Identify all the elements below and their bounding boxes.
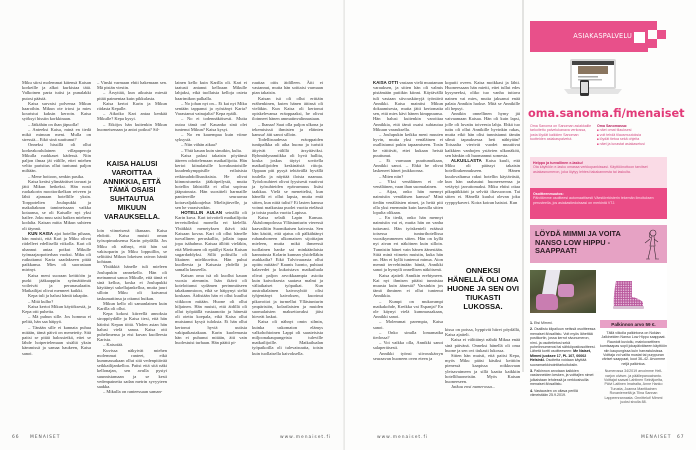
find-mimmi-banner	[530, 225, 667, 263]
paragraph-text: – Jätkähän on ihan jäpuolla!	[28, 121, 79, 127]
paragraph-text: vastaan vielä muutaman varauksen, ja sitten hän oli valmis pistämään putiikin kiinni. Käytävällä tuli vastaan siivouskärryjä työntävä Annikki. Kaisa mainitsi Mikun dokaamisesta, mutta jätti kertomatta sen, että mies kävi hänen kimppuunsa. Hän halusi kuitenkin varoittaa Annikkia, että tämä osaisi suhtautua Mikuun varauksella.	[373, 80, 443, 132]
article-paragraph	[252, 215, 323, 319]
mimmi-figure-icon	[640, 228, 662, 262]
feature-item: ■ löydät tietoa sekä ohjeita	[597, 137, 667, 141]
paragraph-text: Mikun kello oli samanlainen kuin Karilla oli ollut.	[97, 300, 167, 312]
paragraph-text: Kaisa ei välittänyt nähdä Mikua enää sinä päivänä. Onneksi hänellä oli oma huone ja sen ovi tiukasti lukossa.	[445, 337, 520, 353]
paragraph-text: – Anteeksi Kaisa, minä en tiedä mikä minuun meni. Mulla on stressiä... Etkö sinä suuttunut?	[22, 126, 91, 143]
paragraph-text: Kaisan oma isä oli kuollut kauan vuosia aiemmin. Isän ikävä oli koteloitunut sydämen perimmäiseen takakammioon, eikä se häipynyt sieltä koskaan. Äidistään hän ei ollut kuullut viikkoon mitään. Huone oli ollut hiljainen. Hän muisti, että äidillä oli ollut työpäällä vastaanotto ja hänestä oli otettu koepala, eikä Kaisa ollut muistanut kysyä tuloksia. Ei hän ollut kertonut hyviä uutisia vakipaikastakaan. Karin kuolemasta hän ei puhunut mitään, äiti vain huolestuisi turhaan. Hän päätti pi-	[175, 272, 247, 346]
prize-description: Tällä viikolla palkintona on Nokian Jalkineiden Nanso Low Hippu saappaat. Raunioit kuviollu, mainiovarttinen kumisaapas sopii jokapäiväiseen käyttöön niin kaupungissa kuin harrastuksissa. Voittaja voi valita mustat tai purppuran väriset saappaat, koot 36–42. Arvomme neljä palkintoa.	[600, 331, 667, 366]
page-number: 66	[12, 435, 20, 440]
rule-number: 1.	[530, 321, 533, 325]
article-paragraph	[97, 311, 167, 342]
feature-item: ■ näet ja lunastat asiakasetusi	[597, 142, 667, 146]
article-paragraph	[373, 351, 443, 361]
article-paragraph	[97, 101, 167, 111]
features-title: Oma Sanomassa:	[597, 124, 628, 128]
paragraph-text: Kepa kokosi kiireellä annoksia siroppöydälle ja Kaisa tiesi, että hän häiritsi Kepan töitä. Yhden asian hän halusi vielä sanoa. Kaisa otti puhelimensa ja etsi kuvan kuolleesta Karista.	[97, 311, 167, 343]
contest-address: Me Naiset, Mimmi juoksee 17, PL 107, 00002 Helsinki.	[530, 349, 591, 363]
rule-item	[530, 389, 596, 398]
rule-item	[530, 321, 596, 325]
boots-photo	[530, 270, 596, 313]
paragraph-text: Annikki työnsi siivouskärryn seuraavan huoneen oven eteen ja	[373, 350, 443, 361]
article-paragraph	[373, 319, 443, 329]
paragraph-text: – Vinski varmaan ehtii hakemaan sen. Mä pistän viestin.	[97, 80, 167, 91]
checker-square-icon	[648, 39, 657, 48]
article-paragraph	[97, 80, 167, 90]
article-paragraph	[175, 116, 247, 132]
article-paragraph	[22, 101, 91, 122]
paragraph-text: Annikin onnellinen hymy jäi vaivaamaan Kaisaa. Hän oli kuin lapsi, jolle oli luvattu toiveesta lahja. Ehkä tuo tuttu oli ollut Annikille hyvinkin rakas, mutta eikö hän olisi tunnistanut tämän silmä tapauksessa heti nähtyään? Toisaalta vierivät vuodet muuttivat kaikkien vanhojen ystävien ulkonäköä, sen hänkin oli huomannut somesta.	[445, 111, 520, 158]
article-column-2-bottom	[97, 228, 167, 395]
article-paragraph	[445, 80, 520, 111]
article-paragraph	[373, 273, 443, 299]
article-paragraph	[97, 348, 167, 390]
paragraph-text: – Ihanaa! Saat olla paljon ulkona ja tekemisissä ihmisten ja eläinten kanssa! äiti sanoi silloin.	[252, 121, 323, 138]
paragraph-text: Todellisuudessa eräoppaiden tuntipalkka oli aika huono ja turistit äityivät välillä ärsyttäviksi. Ryhmädynamiikka oli hyvä hallita, koska joskus täytyi sovitella matkailijoiden keskinäisiä riitoja. Oppaan piti pysyä tehtävällä hyvällä tuulella ja näyttää iloista naamaa. Työolosuhteet olivat fyysisesti vaativat ja työsuhteiden epävarmuus lisäsi taakkaa. Vielä se menettelisi, kun hänellä ei ollut lapsia, mutta entä sitten, kun niitä tulisi? Ei lasten kanssa voinut matkustaa puolet vuotta etelässä ja toista puolta vuotta Lapissa.	[252, 137, 323, 216]
article-paragraph	[175, 101, 247, 117]
paragraph-text: Kaisa selaili Lapin Kansaa. Äkäslompolossa Yllästunturin vieressä kaavailtiin Suomikaisen kaivosta. Sen hän käsitti, että ajatus oli pälkähtänyt ruhanahoneen ulkomaisen sijoittajan mieleen, mutta mikä ihmeessä tuollainen hanke sai minkäänlaista kannatusta Kolarin kunnan ylsidelläkin asukkailta? Eikö Talvivaarasta ollut opittu mitään? Kaunis luonto, puhtaat kalavedet ja kukoistava matkailuala olivat paljon arvokkaampia asioita kuin kaivoksesta saatava malmi ja väliaikaiset työpaikat. Kun australialainen kaivosyhtiö olisi tyhjentänyt kaivoksen, kuorinut pikavoitot ja turmellut Yllästunturin ympäristön, kolarilaisten ja muiden suomalaisten maksettavaksi jäisi hirveät laskut.	[252, 215, 323, 320]
paragraph-text: Kaisa meni suoraan keittiöön ja purki jääkaappiin syömättömät voileivät ja perunasalaatin. Matkailijat olivat menneet kaikki.	[22, 272, 91, 294]
paragraph-text: – Ei varmaan puuttunutkaan, Annikki sanoi. – Ehkä he olivat laskeneet hänet joukkoonsa.	[373, 158, 443, 174]
article-paragraph	[445, 353, 520, 384]
prize-section	[530, 263, 667, 405]
article-paragraph	[22, 127, 91, 143]
paragraph-text: – Mä puhun sille. Jos homma ei pelitä, hän saa häipyä.	[22, 314, 91, 325]
article-paragraph	[22, 179, 91, 231]
paragraph-text: – No ei todennäköisesti. Mutta outoa tämä on! Kauanko sinä olet tuntenut Mikun? Kaisa kysyi.	[175, 116, 247, 132]
article-paragraph	[22, 231, 91, 273]
article-paragraph	[22, 80, 91, 101]
paragraph-text: – Joulupukin keikka meni muuten hyvin, mutta yksi venäläinen ei osallistunut pukin tapaamiseen. Tosin he väittivät, ettei kukaan heistä puuttunut.	[373, 132, 443, 158]
address-change-title: Osoitteenmuutos:	[533, 192, 564, 196]
website-url: www.menaiset.fi	[280, 435, 332, 440]
paragraph-text: – Mikulla on ranteessaan saman-	[103, 389, 163, 395]
paragraph-text: kissa on poissa, hyppivät hiiret pöydällä, Kaisa ajatteli.	[445, 327, 520, 338]
article-column-1	[22, 80, 91, 356]
e-invoice-text: Ota käyttöön e-lasku omassa verkkopankissasi. Käyttöönottoon tarvitset asiakasnumeron, joka löytyy lehtesi takakannesta tai laskulta.	[533, 165, 648, 174]
address-change-box	[530, 188, 667, 219]
dot-row-decoration: ■■■■■■	[626, 49, 643, 53]
page-number: 67	[677, 435, 685, 440]
website-url: www.menaiset.fi	[377, 435, 429, 440]
oma-sanoma-link[interactable]: oma.sanoma.fi/menaiset	[528, 107, 685, 120]
rule-text: Vastausten on oltava perillä viimeistään 25.9.2019.	[530, 388, 578, 398]
article-paragraph	[252, 122, 323, 138]
previous-winners: Numerossa 34/2019 arvoimme Hell-varjon olviser- ja päällepanoairanto. Voittajat saavat Lahtinen Seinäjoelta, Päivi Laitinen Imatralta, Anne Hanko Turusta, Joanna Mantikainen Rovaniemeltä ja Tiina Sannan Lappeenrannasta. Onnittelut! Mimmi juoksi sivulla 88.	[604, 369, 663, 405]
paragraph-text: ajoi hotellin pihaan, hän muisti, että Kari ja Miku olivat riidelleet edellisellä viikolla. Kari oli uhannut antaa potkut Mikulle työmaajaopotterhan vuoksi. Miku oli ruikuttanut Karia saadakseen pitää paikkansa. Mies oli suorastaan mirinyt.	[22, 230, 91, 273]
article-paragraph	[445, 327, 520, 337]
customer-service-banner	[530, 21, 648, 52]
paragraph-text: ruuttaa oitis äidilleen. Äiti ei vastannut, mutta hän soittaisi varmaan pian takaisin.	[252, 80, 323, 96]
e-invoice-title: Helppo ja turvallinen e-lasku!	[533, 161, 583, 165]
article-paragraph	[252, 137, 323, 215]
article-paragraph	[373, 179, 443, 189]
article-paragraph	[252, 319, 323, 355]
article-paragraph	[252, 96, 323, 122]
rule-text: Osallistu kilpailuun netissä osoitteessa menaiset.fi/osallistu. Voit myös lähettää postikortin, jossa kerrot sivunumeron, nimi- ja osoitetietosi sekä puhelinnumerosi tai sähköpostiosoitteesi. Lähetä kortti osoitteeseen:	[530, 327, 596, 354]
article-paragraph	[22, 273, 91, 294]
article-paragraph	[97, 301, 167, 311]
pull-quote: ONNEKSI HÄNELLÄ OLI OMA HUONE JA SEN OVI TIUKASTI LUKOSSA.	[447, 266, 519, 311]
article-paragraph	[22, 314, 91, 324]
laptop-phone-illustration	[562, 58, 624, 98]
oma-sanoma-intro: Oma Sanoma on Sanoman asiakkaille tarkoitettu palvelukanava verkossa, josta löydät kaikkien Sanoman tuotteiden asiakaspalvelut.	[530, 124, 592, 142]
paragraph-text: Kaisa ajatteli Annikin erehtyneen. Kai nyt ihmisen pitäisi tunnistaa muusta kuin äänestä? Varsinkin jos tämä ihminen ei ollut tuntenut Annikkia.	[373, 272, 443, 299]
paragraph-text: – Miten niin?	[379, 173, 404, 179]
article-paragraph	[373, 132, 443, 158]
article-paragraph	[373, 80, 443, 132]
checker-square-icon	[634, 32, 645, 43]
paragraph-text: Jatkuu ensi numerossa...	[451, 384, 496, 390]
paragraph-text: – Voi vaikka olla, Annikki sanoi salaperäisesti.	[373, 340, 443, 351]
paragraph-text: – Yhtä kauan kuin sinutkin, kulta.	[181, 147, 242, 153]
paragraph-text: Kaisa palasi takaisin pöytänsä ääreen odottelemaan matkailijoita. Hän kertoi kiinalaisille kovakuntoisille kuudenkymppisille erilaisista retkimahdollisuuksista. He olivat kiinnostuneita jääkiipeilystä, mutta hotellin lähistöllä ei ollut sopivaa jääputousta. Hän suositteli harmaille panttereille seuraavaa koiravaljakkoajelua Mielisjärvelle, ja sen he varasivatkin.	[175, 152, 247, 210]
paragraph-text: – Aikoiko Kari antaa kenkää Mikulle? Kepa kysyi.	[97, 111, 167, 122]
paragraph-text: – Eiköjos hän kuitenkin Mikun huomeisenaan ja antoi potkut? Sil-	[97, 121, 167, 132]
prize-info	[600, 320, 667, 405]
prize-value-badge: Palkinnon arvo 59 €.	[600, 320, 667, 328]
magazine-name: MENAISET	[30, 435, 61, 440]
article-column-2-top	[97, 80, 167, 132]
paragraph-text: – Yksi venäläinen ei ole venäläinen, vaan ihan suomalainen.	[373, 178, 443, 190]
paragraph-text: Kaisa survaisi polvensa Mikun haaroihin. Mikun ote irtosi ja mies kouristui kaksin kerroin. Kaisa syöksyi hissiin korkkinaan.	[22, 100, 91, 122]
paragraph-text: – Kumpi on mukavampi matkakohde, Kreikka vai Espanja? En ole käynyt vielä kummassakaan, Annikki sanoi.	[373, 298, 443, 320]
article-paragraph	[373, 340, 443, 350]
paragraph-text: – Mene hoitoon, senkin pasika.	[28, 173, 85, 179]
paragraph-text: Kaisan isä oli ollut erittäin erähenkinen, kuten hänen äitinsä oli vieläkin. Kun Kaisa oli kertonut opiskelevansa eräoppaaksi, he olivat iloinneet hänen ammatinvalinnastaan.	[252, 95, 323, 122]
magazine-name: MENAISET	[641, 435, 672, 440]
feature-item: ■ näet omat tilauksesi	[597, 128, 667, 132]
paragraph-text: – En tiedä, onko hän mennyt naimisiin vai ei, mutta hän on vanha tuttavani. Hän työskenteli eräässä toisessa tunturihotellissa vuosikymmenen sitten. Hän on kyllä nyt aivan eri näköinen kuin silloin. Tunnistin hänet vain hänen äänestään. Siitä minä viimein muistin, kuka hän on. Hän ei kyllä tuntenut minua. Aion mennä tervehtimään häntä, Annikki sanoi ja hymyili onnellisen näköisenä.	[373, 215, 443, 273]
paragraph-text: Miku siirsi molemmat kätensä Kaisan korkeille ja alkoi kurkistaa tätä. Valkoinen parta tutisi ja punalakki putosi päästä.	[22, 80, 91, 101]
contest-title: LÖYDÄ MIMMI JA VOITA NANSO LOW HIPPU -SAAPPAAT!	[535, 229, 621, 256]
oma-sanoma-features	[597, 124, 667, 146]
rule-text: Palkinnon arvotaan kaikkien vastanneiden kesken, ja voittajien nimet julkaistaan lehdessä ja verkkosivuilla menaiset.fi/osallistu.	[530, 369, 594, 387]
paragraph-text: Kaisa kertoi Karin ja Mikun riidasta Kepalle.	[97, 100, 167, 112]
paragraph-text: lainen kello kuin Karilla oli. Kari ei taatusti antanut kelloaan Mikulle lahjaksi, eikä tuollaisia kelloja osteta baarimikon palkalla.	[175, 80, 247, 101]
paragraph-text: Kaisa oli nähnyt omin silmin, kuinka uskomaton elämys valkohohtoinen Lappi oli saasteisista miljoonakaupungeista tuleville matkailijoille. Matkailualan työpaikoilla oli tulevaisuutta, toisin kuin tuollaisella kaivoksella.	[252, 319, 323, 356]
article-paragraph	[175, 153, 247, 210]
article-paragraph	[445, 384, 520, 389]
article-paragraph	[175, 273, 247, 346]
paragraph-lead-in: KAISA OTTI	[373, 80, 399, 85]
paragraph-text: – Mitä kulho?	[28, 298, 54, 304]
feature-item: ■ voit tehdä tilausmuutoksia	[597, 133, 667, 137]
article-column-1	[373, 80, 443, 361]
article-paragraph	[373, 299, 443, 320]
article-column-2-top	[445, 80, 520, 205]
paragraph-text: – Onko sinulla lomamatka tiedossa?	[373, 329, 443, 340]
rule-number: 3.	[530, 369, 533, 374]
paragraph-text: Kaisa kertoi Mikun käytöksestä, ja Kepa otti puheita.	[22, 303, 91, 314]
paragraph-lead-in: ALKUILLASTA	[451, 158, 482, 164]
sidebar-divider	[522, 0, 524, 372]
rule-text: Osoitetta voidaan käyttää suoramarkkinointitarkoituksiin.	[530, 358, 587, 367]
paragraph-text: loin viimeisenä iltanaan. Kaisa ehdotti. Kaisa muisti oman työsopimuksensa Karin pöydällä. Jos Miku oli nähnyt, että hän sai vakisoparin ja Miku loppuillin, se selittäisi Mikun lokeisen raivon häntä kohtaan.	[97, 228, 167, 265]
article-column-2-bottom	[445, 327, 520, 389]
article-paragraph	[97, 389, 167, 394]
paragraph-text: Sitten hän muisti, että paitsi Kepa, myös Miku pääsi käsiksi keittiön pienessä kaapissa roikkuvaan yleisavaimeen ja sillä kaatta kaikkiin hotellihuoneisiin. Myös Kaisan huoneeseen.	[445, 353, 520, 385]
article-paragraph	[175, 132, 247, 142]
paragraph-text: Kaisa kuuli, että Miku oli päässyt takaisin hotellirakennukseen. Hänen kuulovaltansa rakui hotellin käytävästä, kun hän raahautui huoneeseensa ja vetäytyi jarruttomaksi. Miku ehtisi ottaa pikapäikkärit ja selvitä iltavuoroon. Tai sitten ei. Hänellä kuului olevan joku ryyppykaveri. Koira koiran haistoi. Kun	[445, 158, 520, 205]
rule-number: 4.	[530, 388, 533, 393]
article-paragraph	[175, 80, 247, 101]
paragraph-text: seinällä oli Karin kuva. Kari toivotteli matkailijoita tervetulleiksi monella eri kielellä. Yhtäkkiä menetyksen ikävä iski Kaisaan kovaa. Kari oli ollut hänelle turvallinen peruskallio, jollain tapaa jopa isähahmo. Kaisaa ällötti vieläkin, että Miettunen oli epäillyt Karia Kaisan sugardaddyksi. Sillä poliisilla oli likainen mielikuvitus. Hän puhui kuolleesta ja Kaisasta yhdellä ja samalla lauseella.	[175, 210, 247, 273]
paragraph-text: – Aijaa, onko hän mennyt naimisiin venäläisen kanssa? Minä tiedän venäläisten nimet, ja heitä piti olla yksi enemmän kuin laavulla sitten lopulta olikaan.	[373, 189, 443, 216]
paragraph-lead-in: HOTELLIN AULAN	[181, 210, 223, 216]
paragraph-text: – Katsotää.	[103, 342, 124, 348]
checker-square-icon	[657, 30, 666, 39]
paragraph-text: – Tänään sille ei kannata puhua mitään, tämä päivä on menetetty. Sitä paitsi se pitää halossietkä, ettei se lähde hoipertelemaan sisältä yksin kämmissä ja samaa haukeen, Kaisa sanoi.	[22, 324, 91, 356]
article-paragraph	[97, 122, 167, 132]
paragraph-text: – Ärsyttää, kun aikuista miestä pitää paimentaa kuin pikkulasta.	[97, 90, 167, 101]
customer-service-title: ASIAKASPALVELU	[573, 32, 632, 40]
article-paragraph	[445, 337, 520, 353]
rule-number: 2.	[530, 327, 533, 332]
rule-text: Etsi Mimmi.	[533, 321, 553, 325]
article-paragraph	[445, 158, 520, 205]
paragraph-text: – No johan nyt on... Ei kai nyt Miku sentään tappanut ja ryöstänyt Karia? Varastanut vainajalta? Kepa epäili.	[175, 100, 247, 117]
rule-item	[530, 327, 596, 367]
paragraph-text: Onneksi hissillä oli ollut korkeakoululainen villapaperoja Mikulla ruokkaset kädessä. Niin paljon ilmaa jäi välille, ettei miehen veltto parisitus ollut tuntunut paljon miltään.	[22, 142, 91, 174]
article-paragraph	[445, 111, 520, 158]
paragraph-text: Yhtäkkiä hänelle tuli mieleen Joulupukin rannekello. Hän oli meinannut sanoa Mikulle, että tämä ei sinä kelloa, koska ei Joulupukki käyttänyt sukellajankelloa, mutta juuri silloin Miku oli kaivanut taskumattinsa ja ottanut huikan.	[97, 264, 167, 301]
paragraph-text: Kuvissa näkyivät miehen molemmat ranteet, eikä kummassakaan ollut sitä vedenpitävää seikkailijankelloa. Paitsi että sitä näki kellonajan, sen avulla pystyi suunnistamaan ja se kesti vedenpainetta sadan metrin syvyyteen saakka.	[97, 347, 167, 390]
article-paragraph	[97, 111, 167, 121]
article-paragraph	[373, 158, 443, 174]
paragraph-text: – Niin vähän aikaa?	[181, 142, 217, 148]
article-paragraph	[373, 330, 443, 340]
address-change-text: Päivitämme osoitteesi automaattisesti Väestörekisterin tekemän ilmoituksen perusteella, jos asiakastiedoissasi on merkintä VTJ.	[533, 196, 654, 205]
boot-product-image	[608, 277, 648, 311]
article-paragraph	[373, 189, 443, 215]
left-page	[0, 0, 345, 450]
article-paragraph	[97, 90, 167, 100]
paragraph-lead-in: KUN KAISA	[28, 230, 54, 236]
article-column-4	[252, 80, 323, 356]
e-invoice-box	[530, 157, 667, 188]
article-paragraph	[175, 210, 247, 272]
checker-square-icon	[648, 21, 657, 30]
article-paragraph	[22, 325, 91, 356]
paragraph-text: Kaisa keräsi ylimääräiset tavarat ja jätti Mikun hetkeksi. Hän nosti ruokakorin moottorikelkan reiveen ja lähti ajamaan hotellille yksin. Torppotelien Joulupukki ja makaltaknon tamineissaan vaikka kotaansa, se oli Kaisalle nyt yksi hailee. Joku muu saisi haikea mieheen kodalta. Kaisan mitta Mikun suhteen oli täynnä.	[22, 178, 91, 231]
article-paragraph	[373, 215, 443, 272]
rule-item	[530, 369, 596, 387]
paragraph-text: Kepa tuli ja halusi häntä takapiin.	[28, 293, 89, 299]
pull-quote: KAISA HALUSI VAROITTAA ANNIKKIA, ETTÄ TÄMÄ OSAISI SUHTAUTUA MIKUUN VARAUKSELLA.	[103, 159, 161, 221]
paragraph-text: – No en kauempaa kuin viime syksystä.	[175, 132, 247, 143]
paragraph-text: – Molemmat parempia, Kaisa sanoi.	[373, 319, 443, 330]
article-paragraph	[97, 264, 167, 300]
article-column-3	[175, 80, 247, 345]
article-paragraph	[22, 142, 91, 173]
article-paragraph	[252, 80, 323, 96]
article-paragraph	[22, 304, 91, 314]
article-paragraph	[97, 228, 167, 264]
paragraph-text: koputti oveen. Kaisa moikkasi ja lähti. Huoneessaan hän mietti, ettei tullut edes kysyneeksi, oliko tuo vanha tuttava nainen vai mies, mutta jaksanut enää palata Annikin luokse. Mitä se Annikille oli hepsyt.	[445, 80, 520, 112]
contest-rules	[530, 321, 596, 400]
